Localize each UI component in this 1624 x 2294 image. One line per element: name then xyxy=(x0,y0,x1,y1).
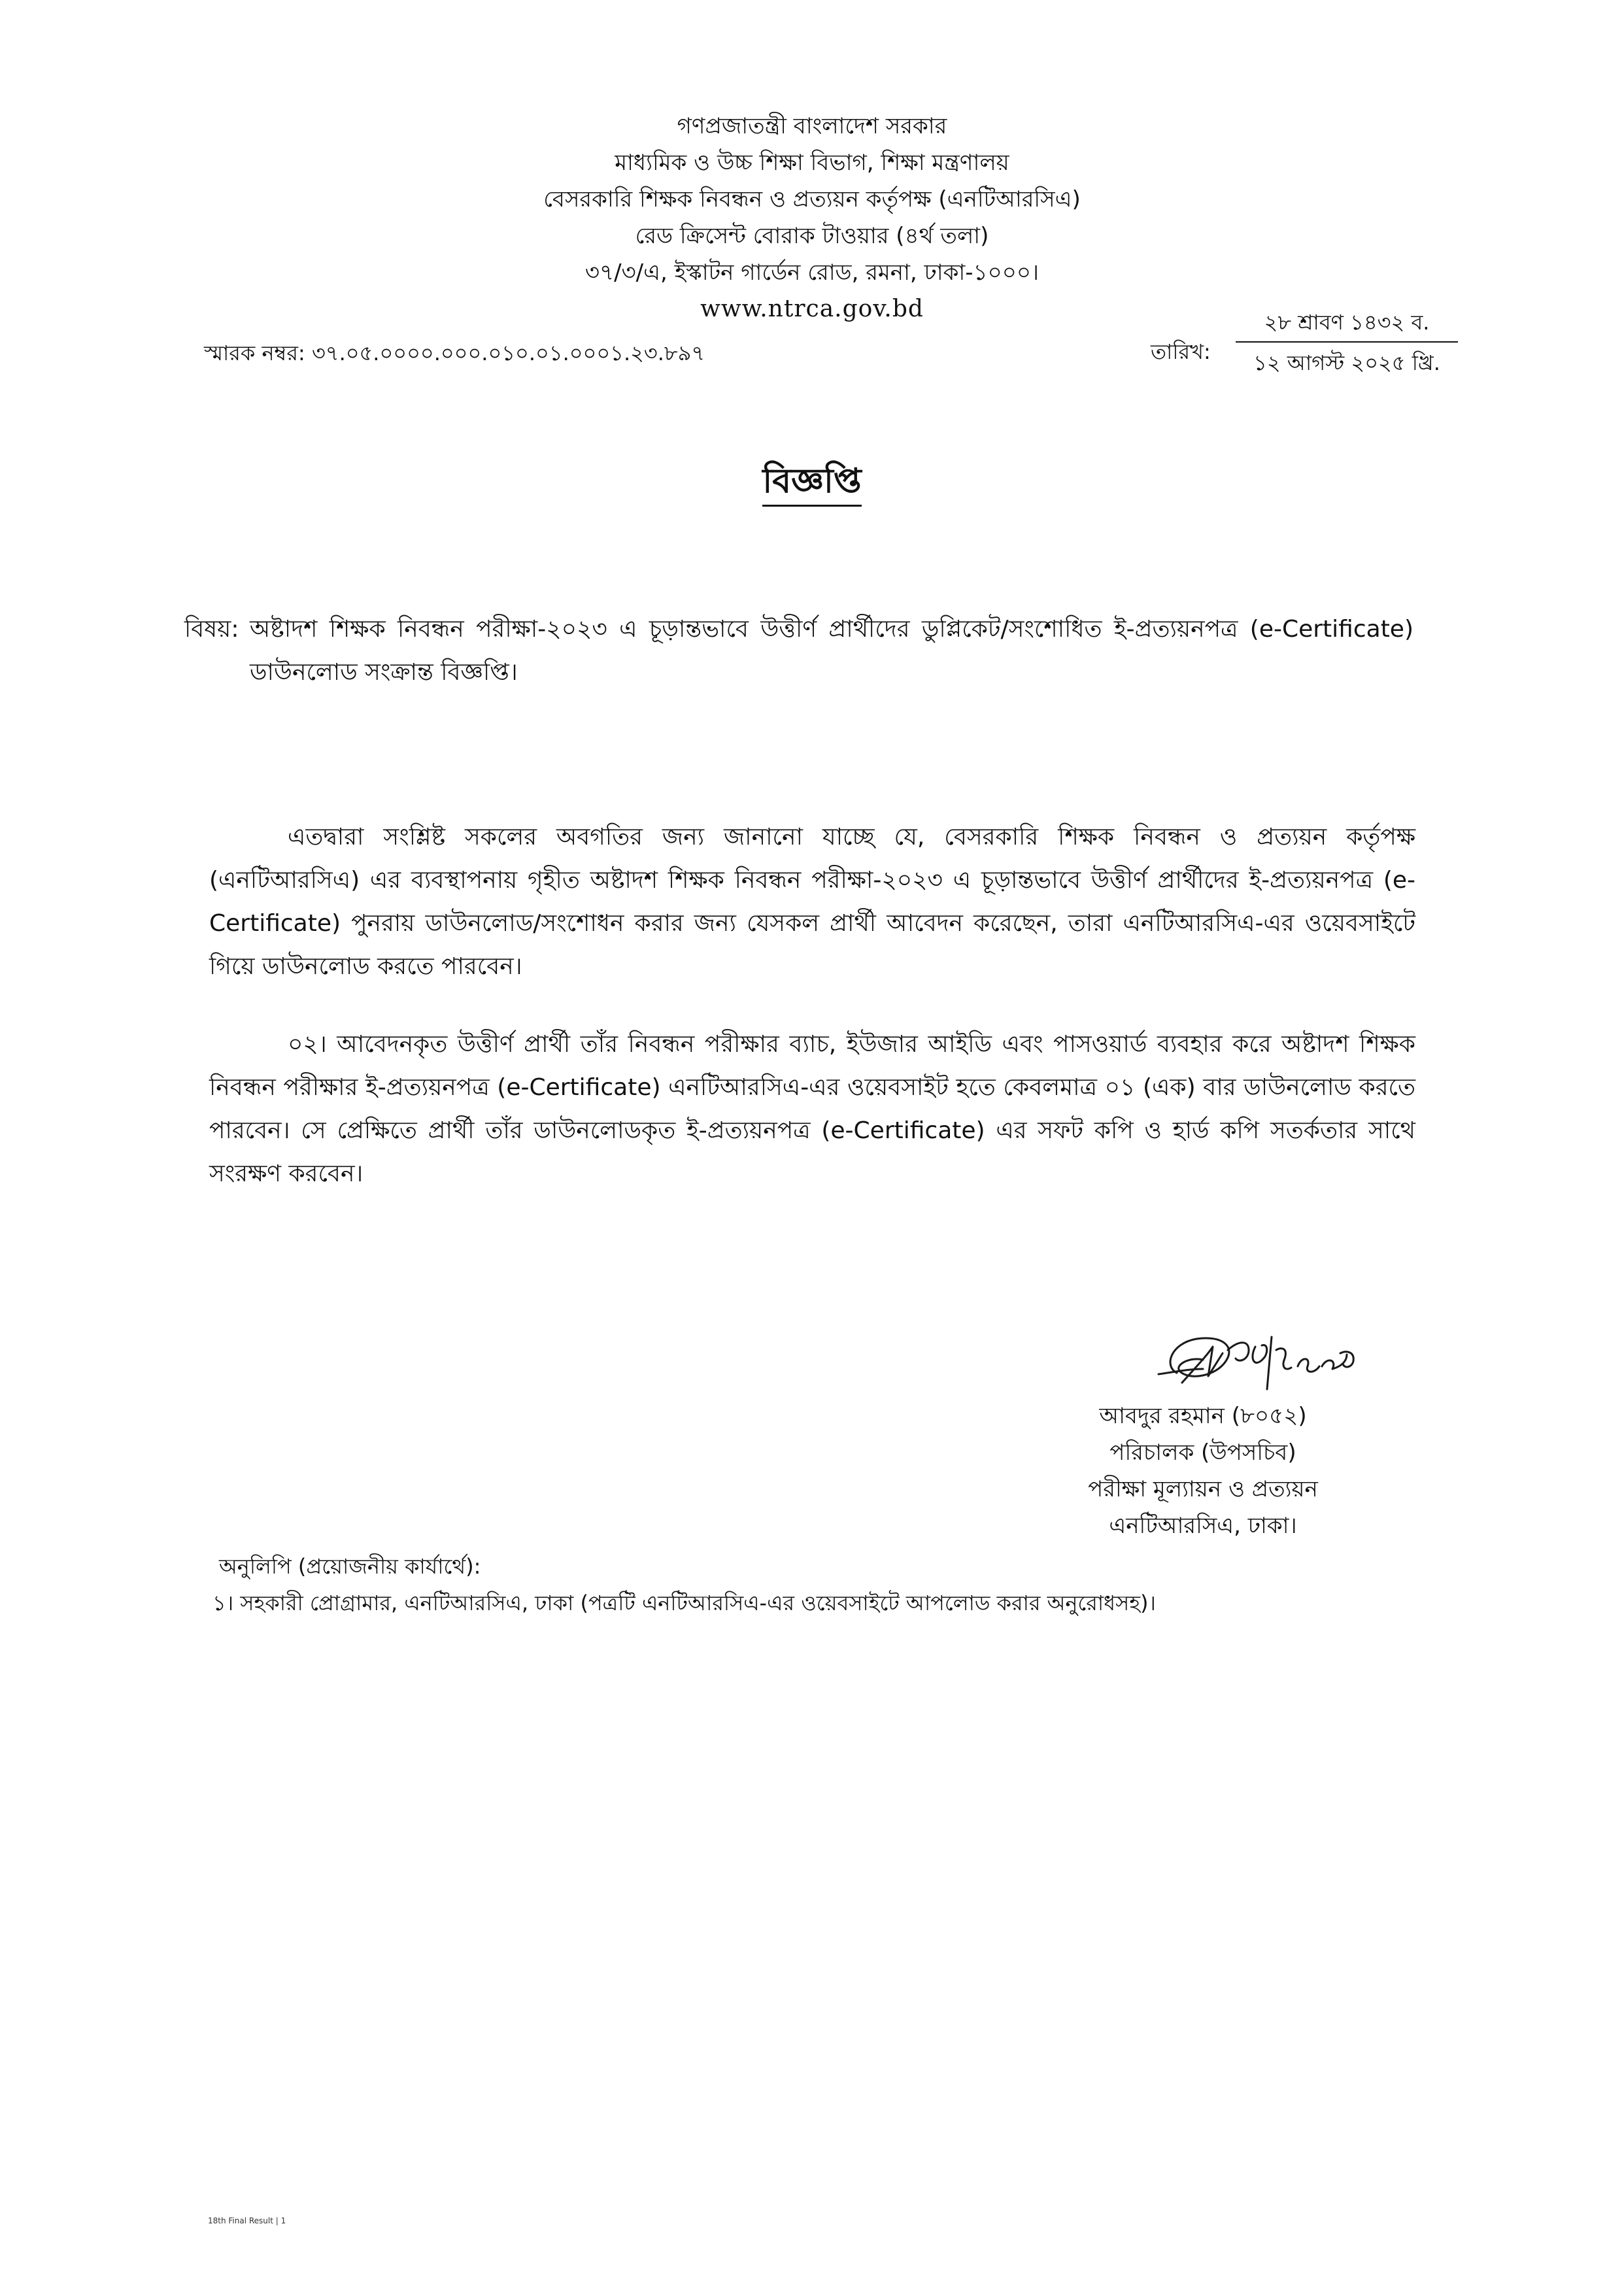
authority-name: বেসরকারি শিক্ষক নিবন্ধন ও প্রত্যয়ন কর্তৃপক্ষ (এনটিআরসিএ) xyxy=(543,186,1081,212)
signature-drawing xyxy=(1151,1321,1366,1406)
website-url: www.ntrca.gov.bd xyxy=(700,295,924,322)
signer-department: পরীক্ষা মূল্যায়ন ও প্রত্যয়ন xyxy=(1088,1476,1318,1502)
subject-text: অষ্টাদশ শিক্ষক নিবন্ধন পরীক্ষা-২০২৩ এ চূড়ান্তভাবে উত্তীর্ণ প্রার্থীদের ডুপ্লিকেট/সংশোধিত ই-প্রত্যয়নপত্র (e-Certificate) ডাউনলোড সংক্রান্ত বিজ্ঞপ্তি। xyxy=(250,616,1413,686)
date-divider xyxy=(1236,341,1458,343)
copy-distribution xyxy=(212,1548,1448,1621)
date-block xyxy=(1151,306,1504,391)
copy-item: ১। সহকারী প্রোগ্রামার, এনটিআরসিএ, ঢাকা (পত্রটি এনটিআরসিএ-এর ওয়েবসাইটে আপলোড করার অনুরোধসহ)। xyxy=(212,1591,1156,1615)
notice-title-text: বিজ্ঞপ্তি xyxy=(762,462,861,507)
signer-designation: পরিচালক (উপসচিব) xyxy=(1109,1440,1296,1466)
letterhead xyxy=(0,108,1624,328)
date-bangla: ২৮ শ্রাবণ ১৪৩২ ব. xyxy=(1264,310,1430,335)
signer-office: এনটিআরসিএ, ঢাকা। xyxy=(1109,1513,1297,1539)
memo-number: স্মারক নম্বর: ৩৭.০৫.০০০০.০০০.০১০.০১.০০০১.২৩.৮৯৭ xyxy=(204,341,705,365)
government-name: গণপ্রজাতন্ত্রী বাংলাদেশ সরকার xyxy=(677,113,947,139)
footer-note: 18th Final Result | 1 xyxy=(208,2216,286,2225)
office-address: ৩৭/৩/এ, ইস্কাটন গার্ডেন রোড, রমনা, ঢাকা-১০০০। xyxy=(584,260,1040,286)
office-building: রেড ক্রিসেন্ট বোরাক টাওয়ার (৪র্থ তলা) xyxy=(635,223,989,249)
date-gregorian: ১২ আগস্ট ২০২৫ খ্রি. xyxy=(1253,350,1440,375)
signer-block xyxy=(1020,1398,1386,1544)
body-paragraph-1: এতদ্বারা সংশ্লিষ্ট সকলের অবগতির জন্য জানানো যাচ্ছে যে, বেসরকারি শিক্ষক নিবন্ধন ও প্রত্যয়ন কর্তৃপক্ষ (এনটিআরসিএ) এর ব্যবস্থাপনায় গৃহীত অষ্টাদশ শিক্ষক নিবন্ধন পরীক্ষা-২০২৩ এ চূড়ান্তভাবে উত্তীর্ণ প্রার্থীদের ই-প্রত্যয়নপত্র (e-Certificate) পুনরায় ডাউনলোড/সংশোধন করার জন্য যেসকল প্রার্থী আবেদন করেছেন, তারা এনটিআরসিএ-এর ওয়েবসাইটে গিয়ে ডাউনলোড করতে পারবেন। xyxy=(209,824,1415,980)
ministry-division: মাধ্যমিক ও উচ্চ শিক্ষা বিভাগ, শিক্ষা মন্ত্রণালয় xyxy=(615,150,1009,176)
signer-name: আবদুর রহমান (৮০৫২) xyxy=(1099,1403,1307,1429)
date-values xyxy=(1236,306,1458,379)
notice-title xyxy=(0,454,1624,511)
body-paragraph-2: ০২। আবেদনকৃত উত্তীর্ণ প্রার্থী তাঁর নিবন্ধন পরীক্ষার ব্যাচ, ইউজার আইডি এবং পাসওয়ার্ড ব্যবহার করে অষ্টাদশ শিক্ষক নিবন্ধন পরীক্ষার ই-প্রত্যয়নপত্র (e-Certificate) এনটিআরসিএ-এর ওয়েবসাইট হতে কেবলমাত্র ০১ (এক) বার ডাউনলোড করতে পারবেন। সে প্রেক্ষিতে প্রার্থী তাঁর ডাউনলোডকৃত ই-প্রত্যয়নপত্র (e-Certificate) এর সফট কপি ও হার্ড কপি সতর্কতার সাথে সংরক্ষণ করবেন। xyxy=(209,1031,1415,1187)
subject-block xyxy=(184,608,1413,694)
copy-heading: অনুলিপি (প্রয়োজনীয় কার্যার্থে): xyxy=(219,1554,481,1579)
subject-label: বিষয়: xyxy=(184,616,239,643)
handwritten-signature xyxy=(1151,1321,1366,1406)
date-label: তারিখ: xyxy=(1151,339,1211,364)
